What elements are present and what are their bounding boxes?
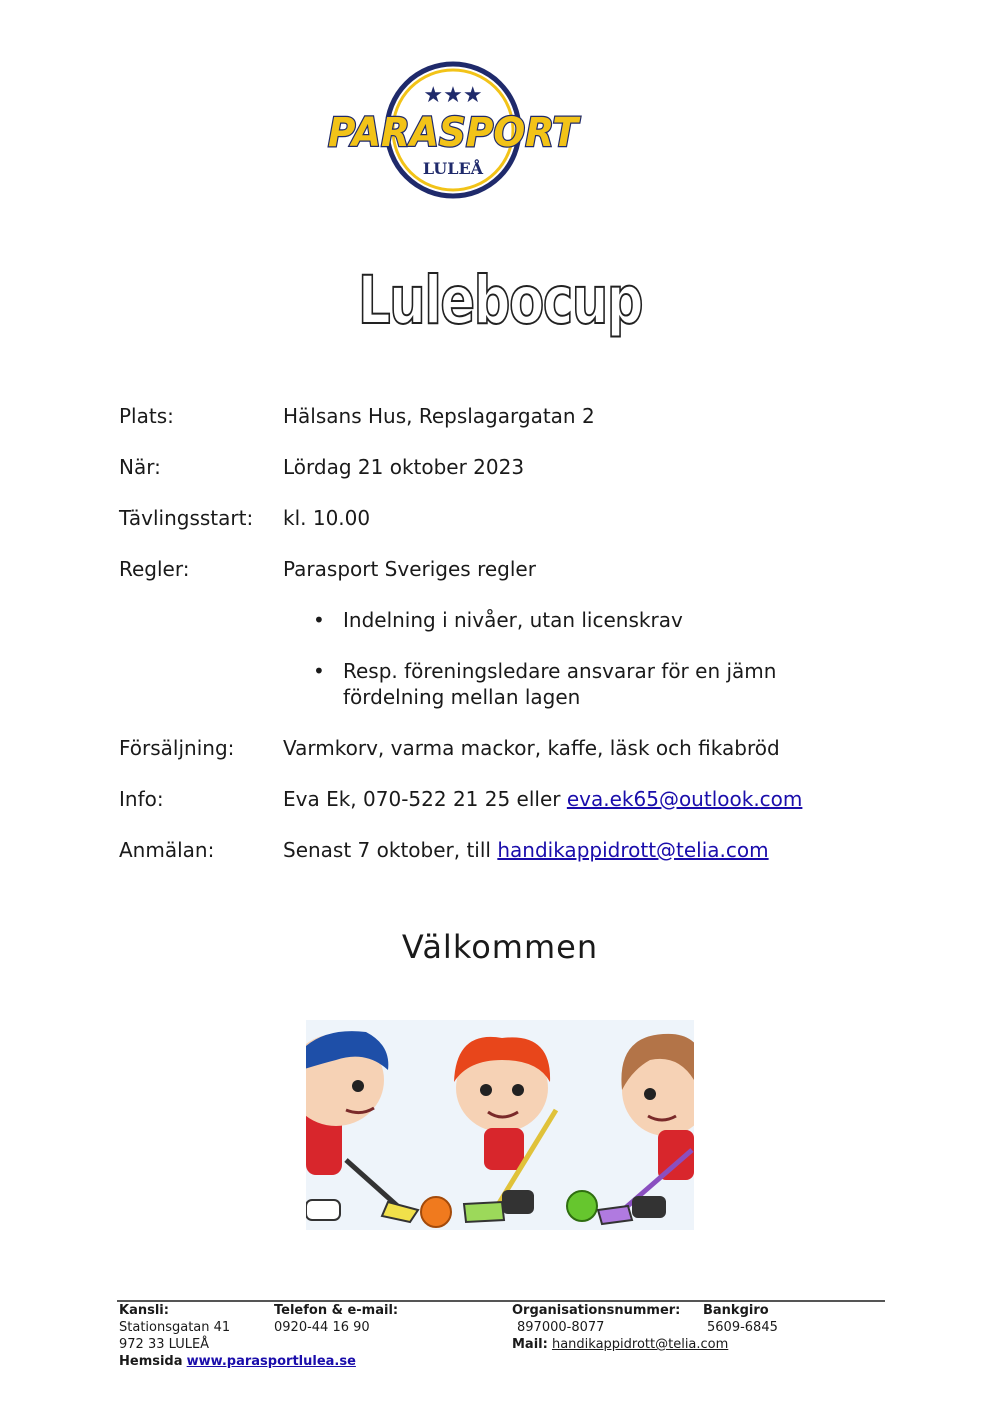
footer-organisation <box>512 1302 728 1353</box>
row-label: Försäljning: <box>119 736 235 760</box>
row-value <box>283 837 769 863</box>
parasport-lulea-logo <box>322 60 584 200</box>
footer-org-value: 897000-8077 <box>517 1320 605 1335</box>
footer-org-label: Organisationsnummer: <box>512 1303 681 1318</box>
bullet-dot: • <box>313 608 325 632</box>
row-value: Lördag 21 oktober 2023 <box>283 455 525 479</box>
row-value: Varmkorv, varma mackor, kaffe, läsk och fikabröd <box>283 736 780 760</box>
footer-mail-label: Mail: <box>512 1337 548 1352</box>
row-label: Anmälan: <box>119 838 215 862</box>
footer-telefon-value: 0920-44 16 90 <box>274 1320 370 1335</box>
signup-email-link[interactable]: handikappidrott@telia.com <box>497 838 769 862</box>
footer-mail-link[interactable]: handikappidrott@telia.com <box>551 1337 729 1352</box>
footer-website-link[interactable]: www.parasportlulea.se <box>186 1354 356 1369</box>
floorball-kids-illustration <box>306 1020 694 1230</box>
bullet-text: Indelning i nivåer, utan licenskrav <box>343 608 683 632</box>
row-value: Hälsans Hus, Repslagargatan 2 <box>283 404 595 428</box>
row-label: Info: <box>119 787 164 811</box>
bullet-text: Resp. föreningsledare ansvarar för en jämn <box>343 659 777 683</box>
footer-bankgiro-value: 5609-6845 <box>707 1320 778 1335</box>
logo-city: LULEÅ <box>422 159 484 178</box>
footer-hemsida-label: Hemsida <box>119 1354 183 1369</box>
footer-bankgiro-label: Bankgiro <box>703 1303 769 1318</box>
bullet-dot: • <box>313 659 325 683</box>
row-label: Plats: <box>119 404 174 428</box>
welcome-heading: Välkommen <box>401 928 599 966</box>
logo-stars: ★★★ <box>423 83 483 108</box>
page-title: Lulebocup <box>357 262 643 339</box>
row-value: Parasport Sveriges regler <box>283 557 536 581</box>
bullet-text-line2: fördelning mellan lagen <box>343 685 581 709</box>
logo-wordmark: PARASPORT <box>328 110 581 156</box>
ball-green <box>567 1191 597 1221</box>
ball-orange <box>421 1197 451 1227</box>
row-value <box>283 786 802 812</box>
signup-text: Senast 7 oktober, till <box>283 838 498 862</box>
info-contact-text: Eva Ek, 070-522 21 25 eller <box>283 787 567 811</box>
footer-kansli-address1: Stationsgatan 41 <box>119 1320 231 1335</box>
row-label: Tävlingsstart: <box>119 506 254 530</box>
footer-bankgiro <box>703 1302 778 1336</box>
footer-kansli-label: Kansli: <box>119 1303 169 1318</box>
footer-telefon-label: Telefon & e-mail: <box>274 1303 399 1318</box>
row-label: Regler: <box>119 557 190 581</box>
footer-telefon <box>274 1302 398 1336</box>
row-value: kl. 10.00 <box>283 506 371 530</box>
footer-kansli-address2: 972 33 LULEÅ <box>119 1337 210 1352</box>
info-email-link[interactable]: eva.ek65@outlook.com <box>566 787 803 811</box>
row-label: När: <box>119 455 161 479</box>
